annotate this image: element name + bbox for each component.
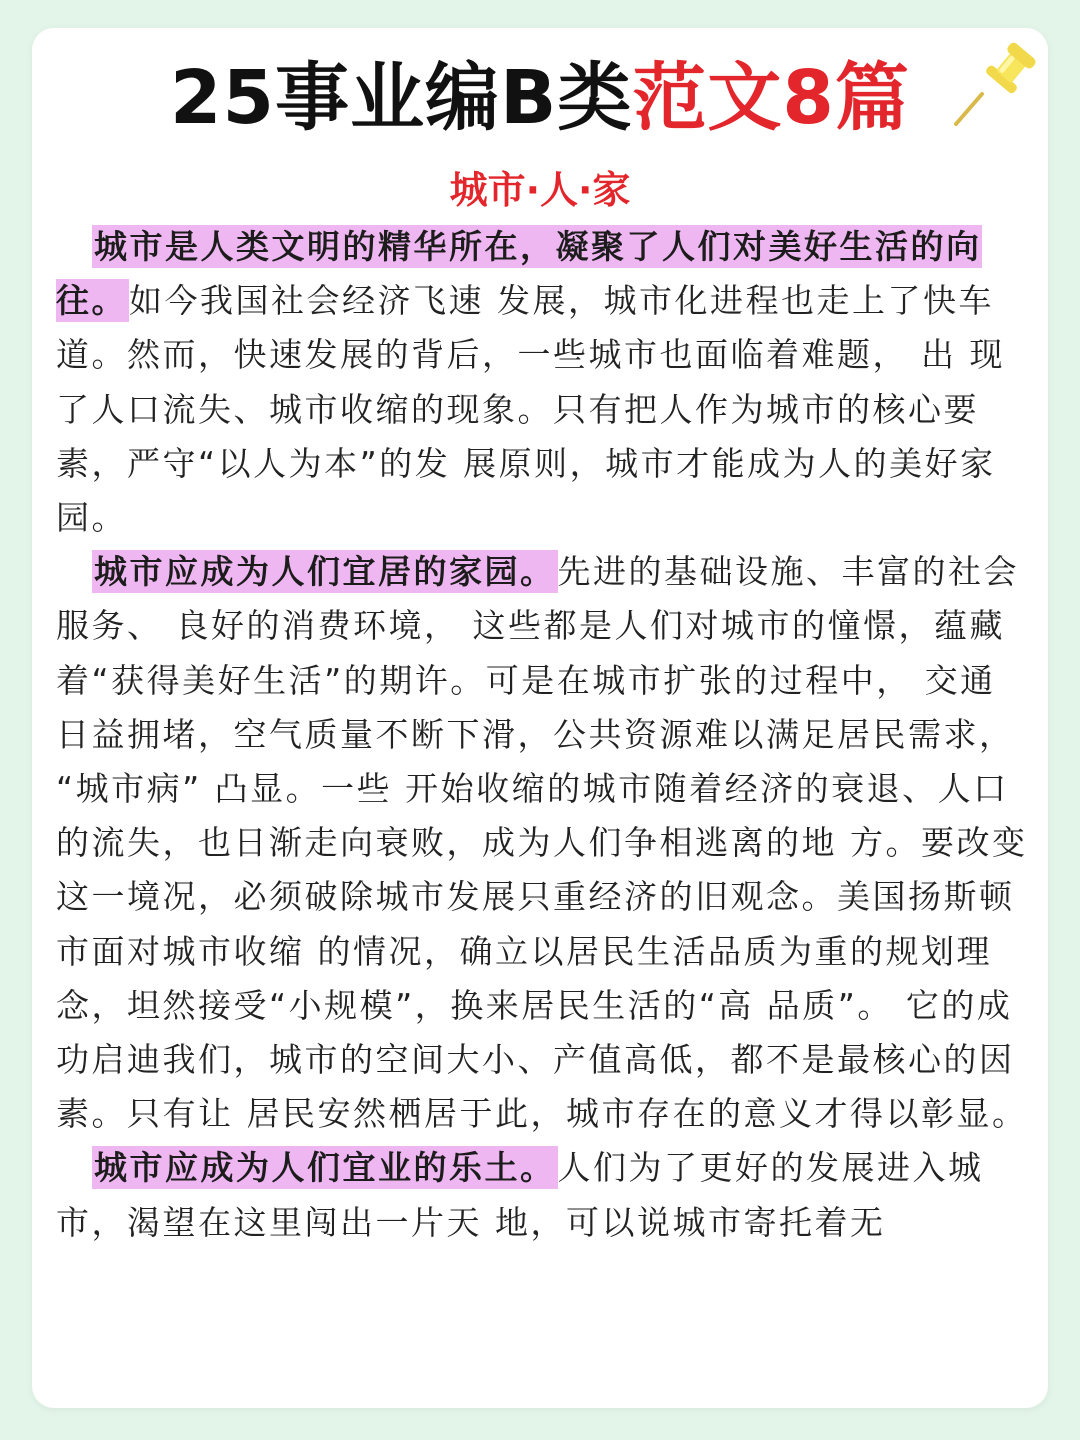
paragraph-text: 如今我国社会经济飞速 发展，城市化进程也走上了快车道。然而，快速发展的背后，一些城市也面临着难题， 出 现了人口流失、城市收缩的现象。只有把人作为城市的核心要素，严守“以人为本”的发 展原则，城市才能成为人的美好家园。 [56, 281, 1005, 538]
highlighted-thesis: 城市是人类文明的精华所在，凝聚了人们对美好生活的向往。 [56, 227, 982, 321]
paragraph [56, 1141, 1030, 1249]
article-body [56, 220, 1030, 1250]
paragraph-text: 先进的基础设施、丰富的社会服务、 良好的消费环境， 这些都是人们对城市的憧憬，蕴藏着“获得美好生活”的期许。可是在城市扩张的过程中， 交通日益拥堵，空气质量不断下滑，公共资源难以满足居民需求， “城市病” 凸显。一些 开始收缩的城市随着经济的衰退、人口的流失，也日渐走向衰败，成为人们争相逃离的地 方。要改变这一境况，必须破除城市发展只重经济的旧观念。美国扬斯顿市面对城市收缩 的情况，确立以居民生活品质为重的规划理念，坦然接受“小规模”，换来居民生活的“高 品质”。 它的成功启迪我们，城市的空间大小、产值高低，都不是最核心的因素。只有让 居民安然栖居于此，城市存在的意义才得以彰显。 [56, 552, 1028, 1134]
paragraph-text: 人们为了更好的发展进入城市，渴望在这里闯出一片天 地，可以说城市寄托着无 [56, 1148, 984, 1242]
paragraph [56, 545, 1030, 1141]
highlighted-thesis: 城市应成为人们宜居的家园。 [94, 552, 556, 592]
paragraph [56, 220, 1030, 545]
highlighted-thesis: 城市应成为人们宜业的乐土。 [94, 1148, 556, 1188]
page-title [32, 55, 1048, 141]
title-main: 25事业编B类 [170, 55, 633, 141]
title-accent: 范文8篇 [632, 55, 910, 141]
article-card [32, 28, 1048, 1408]
article-subtitle: 城市·人·家 [449, 168, 631, 212]
